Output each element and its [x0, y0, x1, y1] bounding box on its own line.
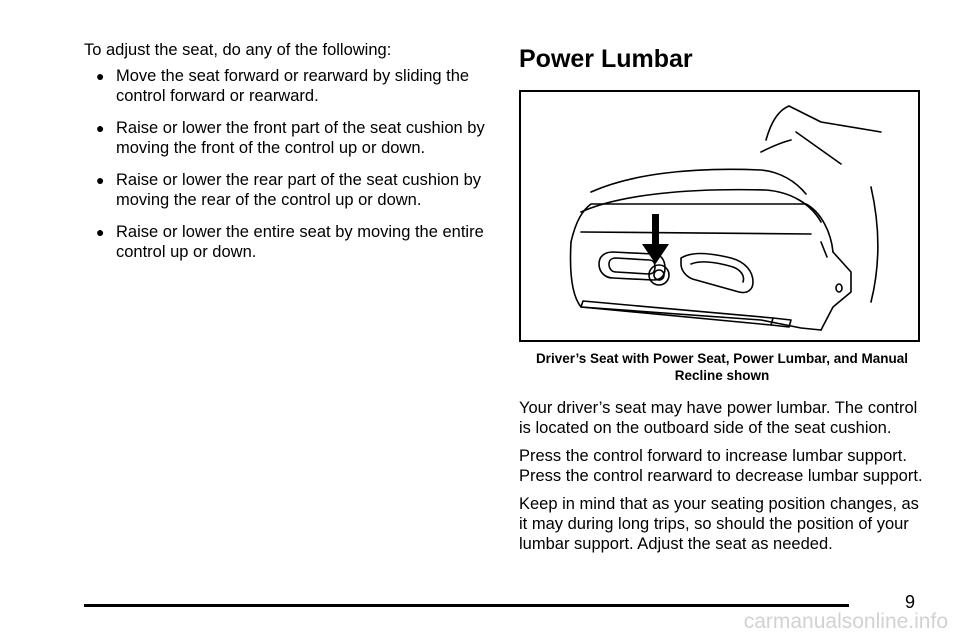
- bullet-dot-icon: ●: [96, 172, 105, 188]
- right-column: [519, 40, 925, 562]
- paragraph: Your driver’s seat may have power lumbar. The control is located on the outboard side of the seat cushion.: [519, 399, 918, 437]
- list-item: ● Move the seat forward or rearward by sliding the control forward or rearward.: [96, 67, 470, 105]
- paragraph: Press the control forward to increase lumbar support. Press the control rearward to decrease lumbar support.: [519, 447, 923, 485]
- bullet-dot-icon: ●: [96, 68, 105, 84]
- down-arrow-icon: [642, 214, 669, 264]
- bullet-dot-icon: ●: [96, 120, 105, 136]
- seat-illustration: [519, 90, 920, 342]
- figure-caption: Driver’s Seat with Power Seat, Power Lumbar, and Manual Recline shown: [535, 351, 909, 383]
- left-column: [84, 40, 494, 274]
- watermark: carmanualsonline.info: [743, 610, 948, 633]
- list-item: ● Raise or lower the front part of the seat cushion by moving the front of the control up or down.: [96, 119, 485, 157]
- paragraph: Keep in mind that as your seating position changes, as it may during long trips, so should the position of your lumbar support. Adjust the seat as needed.: [519, 495, 919, 553]
- seat-drawing: [521, 92, 918, 340]
- page-number: 9: [905, 592, 916, 612]
- adjustment-list: [84, 66, 494, 262]
- intro-text: To adjust the seat, do any of the following:: [84, 41, 392, 59]
- list-item: ● Raise or lower the rear part of the seat cushion by moving the rear of the control up or down.: [96, 171, 482, 209]
- list-item: ● Raise or lower the entire seat by moving the entire control up or down.: [96, 223, 484, 261]
- footer-rule: [84, 604, 849, 607]
- section-heading: Power Lumbar: [519, 45, 693, 73]
- bullet-dot-icon: ●: [96, 224, 105, 240]
